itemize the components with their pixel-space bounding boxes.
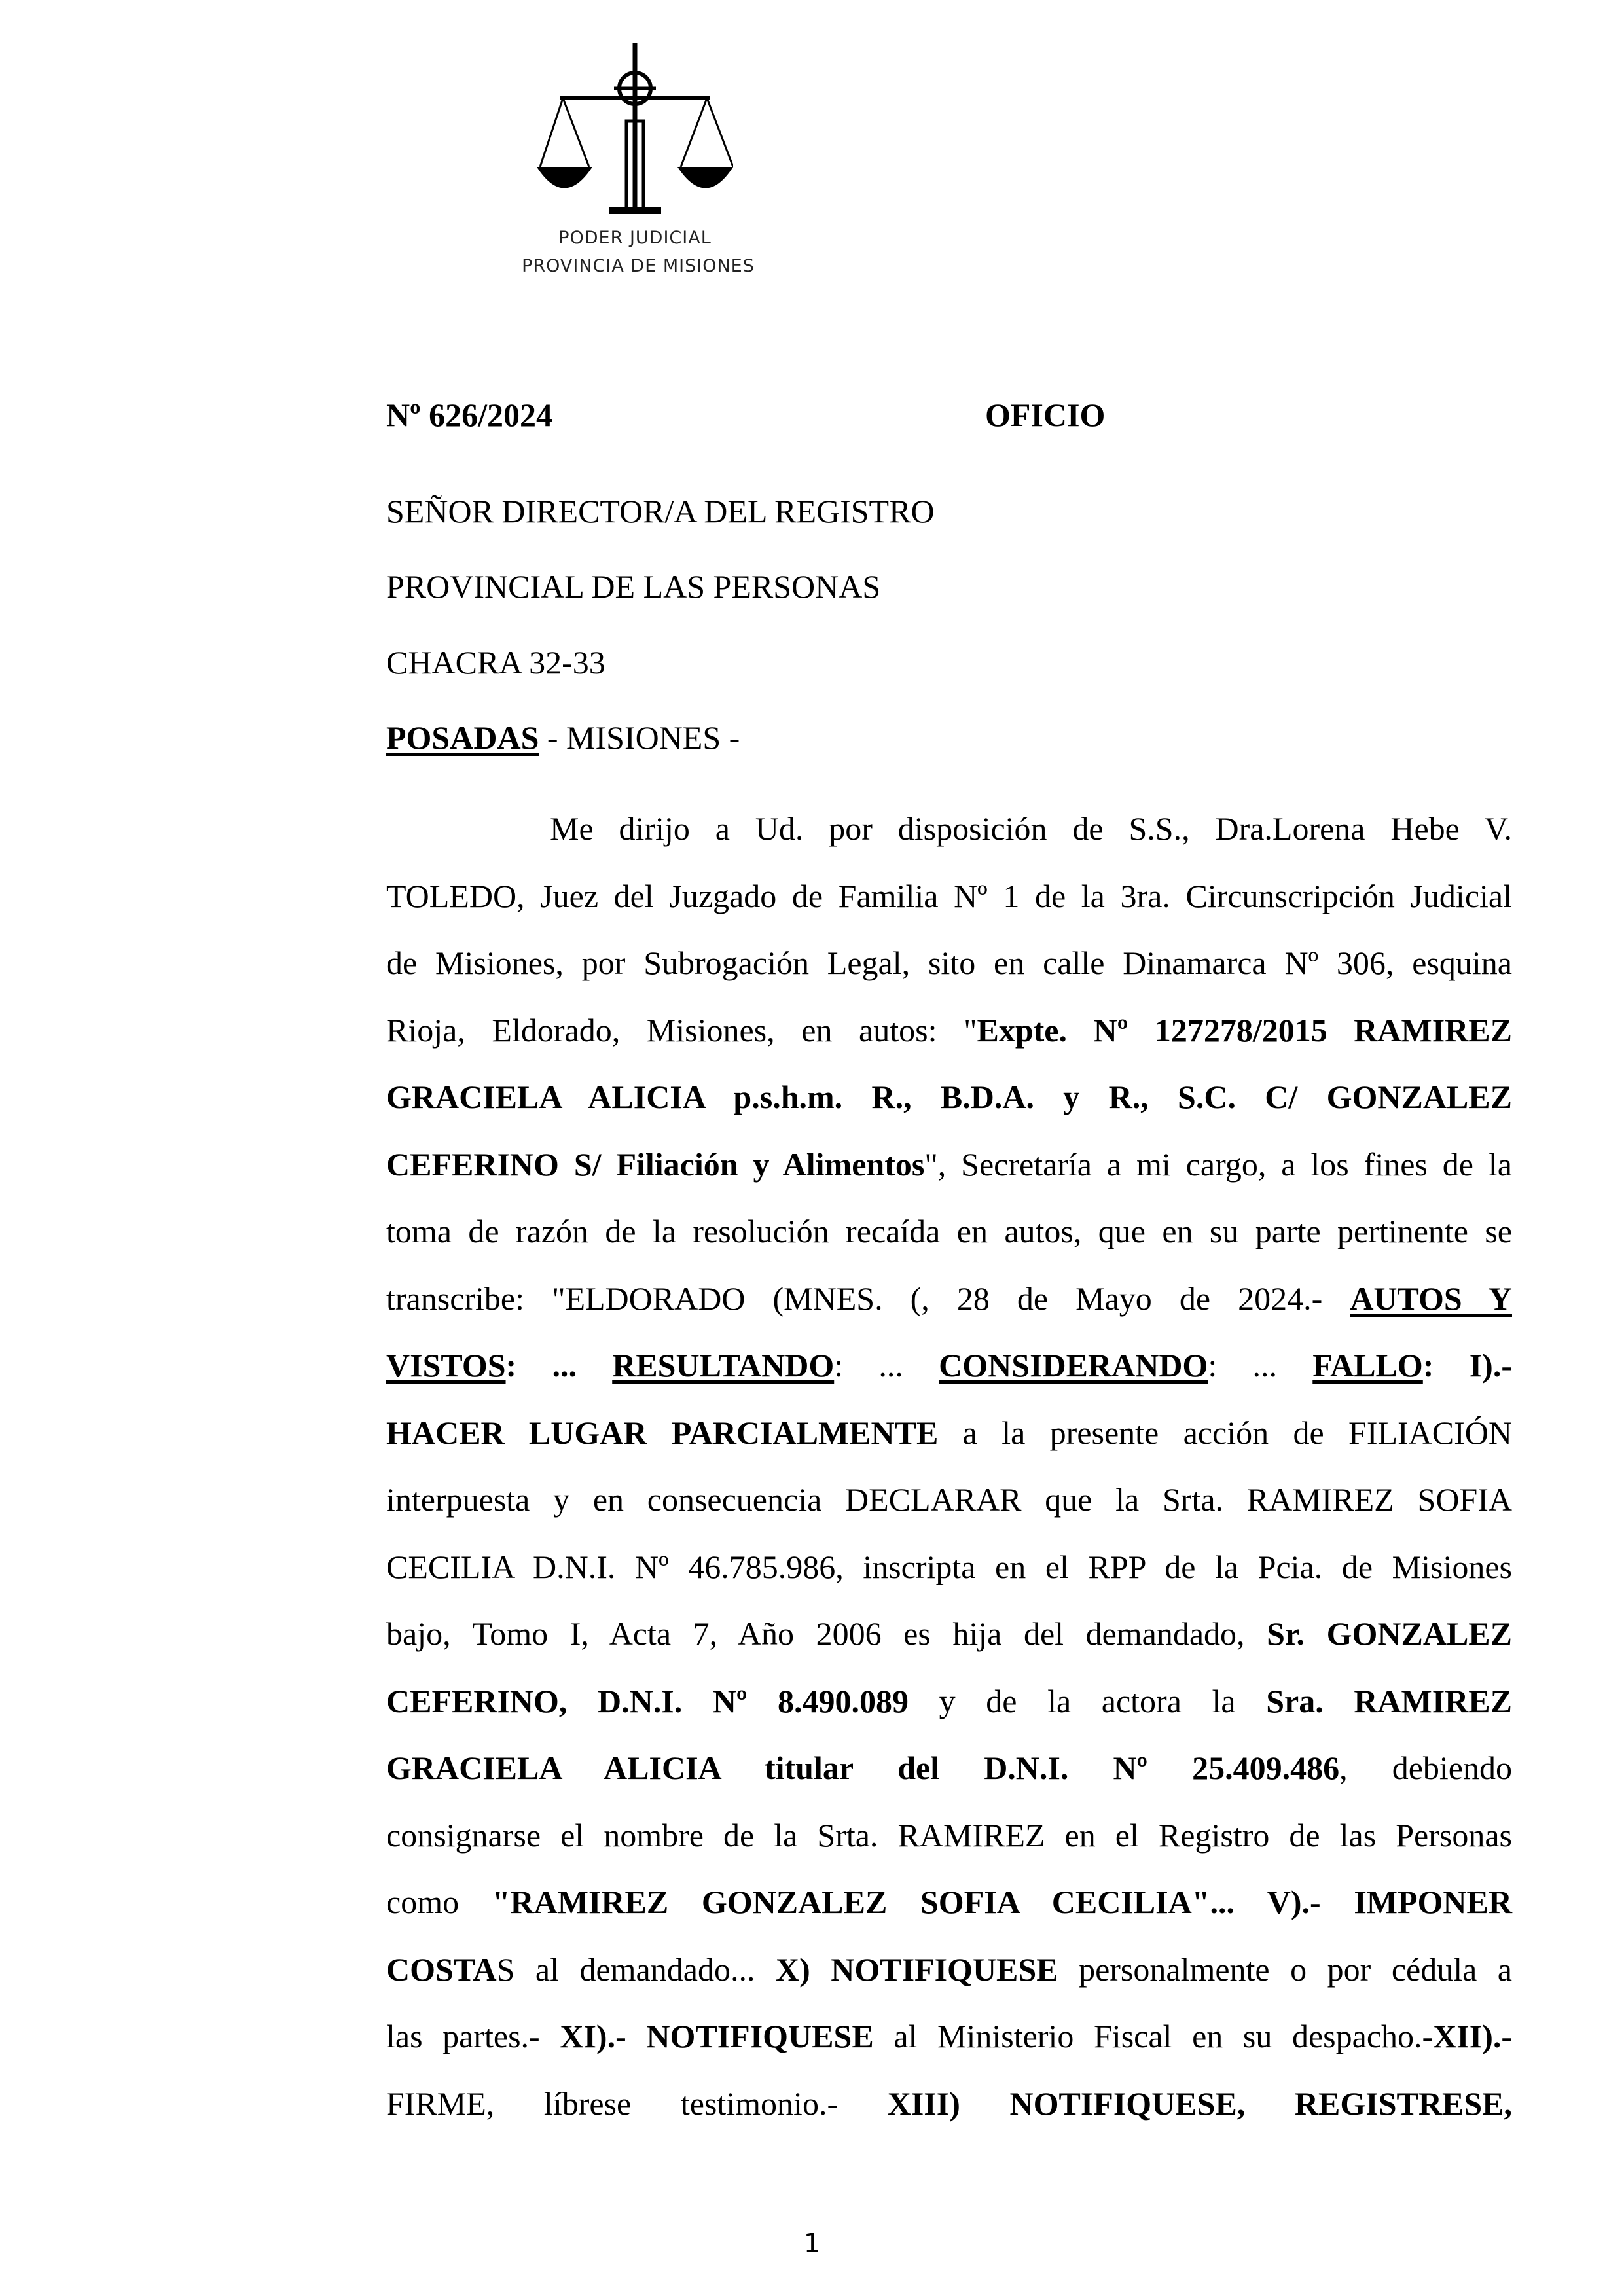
body-text: Me dirijo a Ud. por disposición de S.S., Dra.Lorena Hebe V. — [550, 810, 1512, 847]
seal-line-1: PODER JUDICIAL — [558, 228, 712, 248]
body-text: como — [386, 1884, 492, 1920]
body-text: bajo, Tomo I, Acta 7, Año 2006 es hija del demandado, — [386, 1615, 1267, 1652]
case-reference: GRACIELA ALICIA p.s.h.m. R., B.D.A. y R., S.C. C/ GONZALEZ — [386, 1079, 1512, 1115]
ruling-text: XIII) NOTIFIQUESE, REGISTRESE, — [887, 2085, 1512, 2122]
body-line — [386, 2003, 1512, 2070]
body-text: ", Secretaría a mi cargo, a los fines de la — [924, 1145, 1512, 1183]
address-city-line — [386, 719, 740, 757]
scales-of-justice-icon — [537, 36, 733, 219]
seal-line-2: PROVINCIA DE MISIONES — [522, 256, 755, 276]
address-province: - MISIONES - — [539, 719, 740, 756]
body-text: interpuesta y en consecuencia DECLARAR que la Srta. RAMIREZ SOFIA — [386, 1481, 1512, 1518]
body-line — [386, 1734, 1512, 1802]
ruling-text: "RAMIREZ GONZALEZ SOFIA CECILIA"... V).- IMPONER — [492, 1884, 1512, 1920]
ruling-text: Sr. GONZALEZ — [1267, 1615, 1512, 1652]
body-text: TOLEDO, Juez del Juzgado de Familia Nº 1 de la 3ra. Circunscripción Judicial — [386, 877, 1512, 914]
ruling-text: CEFERINO, D.N.I. Nº 8.490.089 — [386, 1682, 909, 1719]
body-line — [386, 1600, 1512, 1668]
body-text: transcribe: "ELDORADO (MNES. (, 28 de Mayo de 2024.- — [386, 1280, 1350, 1317]
ruling-text: COSTA — [386, 1950, 497, 1988]
body-line — [386, 1869, 1512, 1936]
body-line — [386, 1198, 1512, 1265]
ruling-text: XII).- — [1433, 2018, 1513, 2054]
section-heading: FALLO — [1312, 1347, 1423, 1384]
section-heading: AUTOS Y — [1350, 1280, 1512, 1317]
body-line — [386, 1399, 1512, 1467]
section-heading: RESULTANDO — [612, 1347, 835, 1384]
body-text: S al demandado... — [496, 1950, 776, 1988]
page-number: 1 — [803, 2229, 821, 2259]
ruling-text: X) NOTIFIQUESE — [775, 1950, 1058, 1988]
ruling-text: XI).- NOTIFIQUESE — [560, 2018, 874, 2054]
body-text: : ... — [1208, 1347, 1313, 1384]
case-reference: CEFERINO S/ Filiación y Alimentos — [386, 1145, 925, 1183]
body-line — [386, 863, 1512, 930]
body-text: : ... — [505, 1347, 613, 1384]
body-line — [386, 929, 1512, 997]
body-line — [386, 1131, 1512, 1198]
body-line — [386, 1668, 1512, 1735]
address-line-1: SEÑOR DIRECTOR/A DEL REGISTRO — [386, 493, 935, 529]
body-text: al Ministerio Fiscal en su despacho.- — [873, 2018, 1434, 2054]
ruling-text: Sra. RAMIREZ — [1266, 1682, 1512, 1719]
body-line — [386, 1534, 1512, 1601]
judicial-seal — [497, 36, 838, 285]
section-heading: VISTOS — [386, 1347, 506, 1384]
body-line — [386, 2070, 1512, 2138]
body-text: : ... — [834, 1347, 939, 1384]
body-line — [386, 1064, 1512, 1131]
body-text: las partes.- — [386, 2018, 560, 2054]
letter-body — [386, 795, 1512, 2137]
body-line — [386, 795, 1512, 863]
address-line-3: CHACRA 32-33 — [386, 644, 605, 681]
document-number: Nº 626/2024 — [386, 397, 553, 433]
address-line-2: PROVINCIAL DE LAS PERSONAS — [386, 568, 881, 605]
body-text: , debiendo — [1339, 1749, 1512, 1786]
body-text: toma de razón de la resolución recaída en autos, que en su parte pertinente se — [386, 1213, 1512, 1249]
ruling-text: HACER LUGAR PARCIALMENTE — [386, 1414, 939, 1451]
body-line — [386, 997, 1512, 1064]
body-text: CECILIA D.N.I. Nº 46.785.986, inscripta en el RPP de la Pcia. de Misiones — [386, 1548, 1512, 1585]
body-text: : I).- — [1422, 1347, 1512, 1384]
body-text: y de la actora la — [909, 1682, 1267, 1719]
body-text: a la presente acción de FILIACIÓN — [938, 1414, 1512, 1451]
body-line — [386, 1332, 1512, 1399]
body-text: FIRME, líbrese testimonio.- — [386, 2085, 888, 2122]
body-line — [386, 1265, 1512, 1333]
body-line — [386, 1936, 1512, 2003]
body-text: Rioja, Eldorado, Misiones, en autos: " — [386, 1011, 977, 1049]
body-text: personalmente o por cédula a — [1058, 1950, 1512, 1988]
body-line — [386, 1466, 1512, 1534]
body-line — [386, 1802, 1512, 1869]
section-heading: CONSIDERANDO — [939, 1347, 1208, 1384]
address-city: POSADAS — [386, 719, 539, 756]
body-text: de Misiones, por Subrogación Legal, sito en calle Dinamarca Nº 306, esquina — [386, 944, 1512, 981]
case-reference: Expte. Nº 127278/2015 RAMIREZ — [977, 1011, 1512, 1049]
ruling-text: GRACIELA ALICIA titular del D.N.I. Nº 25.409.486 — [386, 1749, 1340, 1786]
document-title: OFICIO — [985, 397, 1106, 433]
body-text: consignarse el nombre de la Srta. RAMIREZ en el Registro de las Personas — [386, 1816, 1512, 1854]
